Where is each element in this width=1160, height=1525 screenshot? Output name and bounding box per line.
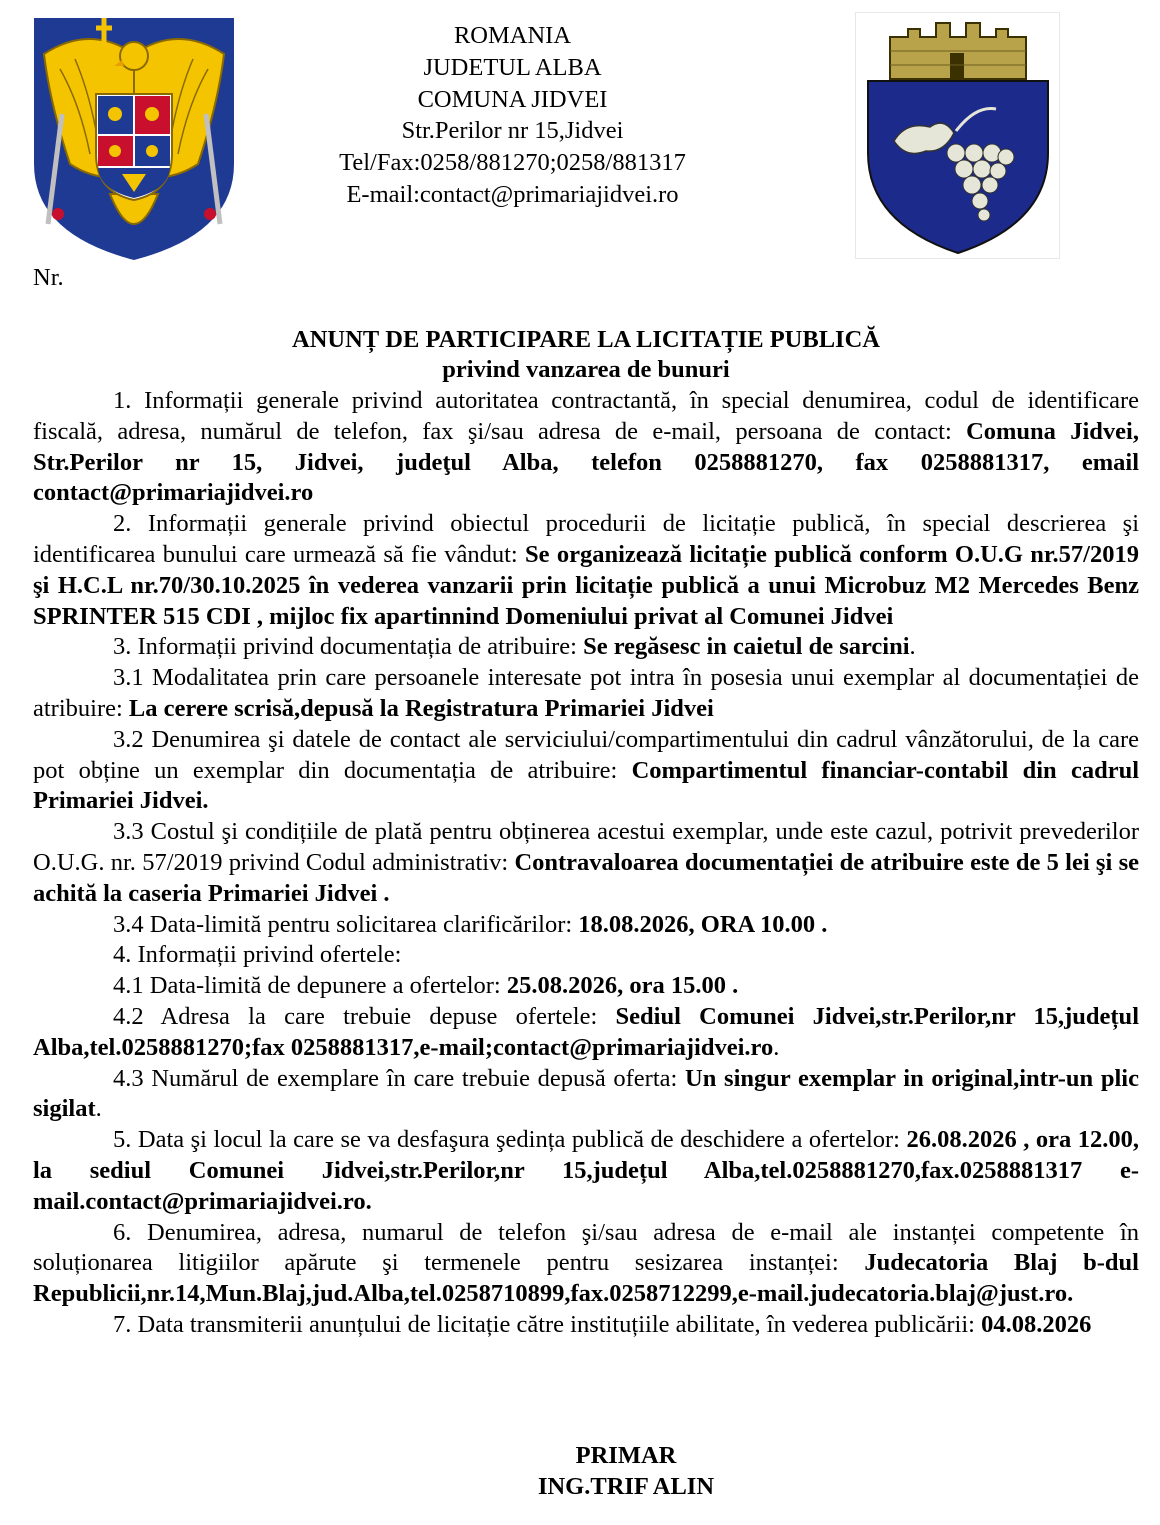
section-4-2 (33, 1002, 1139, 1064)
section-7-value: 04.08.2026 (981, 1310, 1092, 1338)
section-5 (33, 1125, 1139, 1217)
section-1-text: 1. Informații generale privind autoritatea contractantă, în special denumirea, codul de identificare fiscală, adresa, numărul de telefon, fax şi/sau adresa de e-mail, persoana de contact: (33, 387, 1139, 445)
signature-name: ING.TRIF ALIN (537, 1473, 715, 1500)
section-3-value: Se regăsesc in caietul de sarcini (583, 633, 910, 661)
section-2-text: 2. Informații generale privind obiectul procedurii de licitație publică, în special descrierea şi identificarea bunului care urmează să fie vândut: (33, 510, 1139, 568)
section-4-2-tail: . (773, 1033, 780, 1061)
institution-header (270, 20, 755, 211)
section-3-3-text: 3.3 Costul şi condițiile de plată pentru obținerea acestui exemplar, unde este cazul, potrivit prevederilor O.U.G. nr. 57/2019 privind Codul administrativ: (33, 818, 1139, 876)
announcement-body (33, 386, 1139, 1341)
section-5-value: 26.08.2026 , ora 12.00, la sediul Comunei Jidvei,str.Perilor,nr 15,județul Alba,tel.0258881270,fax.0258881317 e-mail.contact@primariajidvei.ro. (33, 1126, 1140, 1215)
signature-block (0, 1440, 1160, 1502)
header-address: Str.Perilor nr 15,Jidvei (401, 117, 624, 145)
section-3-4-text: 3.4 Data-limită pentru solicitarea clarificărilor: (113, 910, 579, 938)
section-3-text: 3. Informații privind documentația de atribuire: (113, 633, 584, 661)
section-3-1-text: 3.1 Modalitatea prin care persoanele interesate pot intra în posesia unui exemplar al documentației de atribuire: (33, 664, 1139, 722)
announcement-title: ANUNȚ DE PARTICIPARE LA LICITAȚIE PUBLICĂ (292, 326, 880, 353)
section-3-4 (33, 910, 1139, 941)
romania-coat-of-arms-icon (30, 14, 238, 262)
section-6-value: Judecatoria Blaj b-dul Republicii,nr.14,Mun.Blaj,jud.Alba,tel.0258710899,fax.0258712299,e-mail.judecatoria.blaj@just.ro. (33, 1249, 1139, 1308)
section-4-3-text: 4.3 Numărul de exemplare în care trebuie depusă oferta: (113, 1064, 686, 1092)
section-6 (33, 1218, 1139, 1310)
section-3 (33, 632, 1139, 663)
section-2-value: Se organizează licitație publică conform O.U.G nr.57/2019 şi H.C.L nr.70/30.10.2025 în vederea vanzarii prin licitație publică a unui Microbuz M2 Mercedes Benz SPRINTER 515 CDI , mijloc fix apartinnind Domeniului privat al Comunei Jidvei (33, 540, 1139, 630)
section-3-2-text: 3.2 Denumirea şi datele de contact ale serviciului/compartimentului din cadrul vânzătorului, de la care pot obține un exemplar din documentația de atribuire: (33, 725, 1139, 784)
section-7-text: 7. Data transmiterii anunțului de licitație către instituțiile abilitate, în vederea publicării: (113, 1310, 982, 1338)
section-4-1-text: 4.1 Data-limită de depunere a ofertelor: (113, 972, 507, 1000)
section-3-2-value: Compartimentul financiar-contabil din cadrul Primariei Jidvei. (33, 756, 1139, 815)
announcement-title-block (0, 325, 1160, 385)
section-7 (33, 1310, 1139, 1341)
section-4-text: 4. Informații privind ofertele: (113, 941, 402, 969)
header-county: JUDETUL ALBA (423, 53, 602, 81)
section-3-4-value: 18.08.2026, ORA 10.00 . (578, 910, 828, 938)
section-3-1 (33, 663, 1139, 725)
header-country: ROMANIA (453, 22, 572, 49)
header-phone: Tel/Fax:0258/881270;0258/881317 (339, 149, 686, 177)
section-3-3-value: Contravaloarea documentației de atribuire este de 5 lei şi se achită la caseria Primariei Jidvei . (33, 848, 1139, 907)
section-3-1-value: La cerere scrisă,depusă la Registratura Primariei Jidvei (128, 694, 714, 722)
signature-role: PRIMAR (575, 1442, 677, 1469)
section-4 (33, 940, 1139, 971)
section-4-2-text: 4.2 Adresa la care trebuie depuse ofertele: (113, 1002, 616, 1030)
section-3-tail: . (909, 633, 916, 661)
section-4-2-value: Sediul Comunei Jidvei,str.Perilor,nr 15,județul Alba,tel.0258881270;fax 0258881317,e-mail;contact@primariajidvei.ro (33, 1002, 1139, 1061)
section-1 (33, 386, 1139, 509)
section-5-text: 5. Data şi locul la care se va desfaşura şedința publică de deschidere a ofertelor: (113, 1126, 907, 1154)
jidvei-coat-of-arms-icon (856, 13, 1059, 258)
jidvei-coat-frame (855, 12, 1060, 259)
section-4-3 (33, 1064, 1139, 1126)
section-4-1-value: 25.08.2026, ora 15.00 . (506, 972, 739, 1000)
section-4-3-tail: . (95, 1095, 102, 1123)
section-2 (33, 509, 1139, 632)
header-commune: COMUNA JIDVEI (417, 85, 608, 113)
announcement-subtitle: privind vanzarea de bunuri (442, 356, 730, 383)
section-1-value: Comuna Jidvei, Str.Perilor nr 15, Jidvei, judeţul Alba, telefon 0258881270, fax 0258881317, email contact@primariajidvei.ro (33, 417, 1139, 507)
section-6-text: 6. Denumirea, adresa, numarul de telefon şi/sau adresa de e-mail ale instanței competente în soluționarea litigiilor apărute şi termenele pentru sesizarea instanței: (33, 1218, 1139, 1277)
section-4-3-value: Un singur exemplar in original,intr-un plic sigilat (33, 1064, 1139, 1123)
section-3-2 (33, 725, 1139, 817)
section-3-3 (33, 817, 1139, 909)
section-4-1 (33, 971, 1139, 1002)
registration-number-label: Nr. (33, 264, 64, 291)
header-email: E-mail:contact@primariajidvei.ro (346, 180, 679, 208)
